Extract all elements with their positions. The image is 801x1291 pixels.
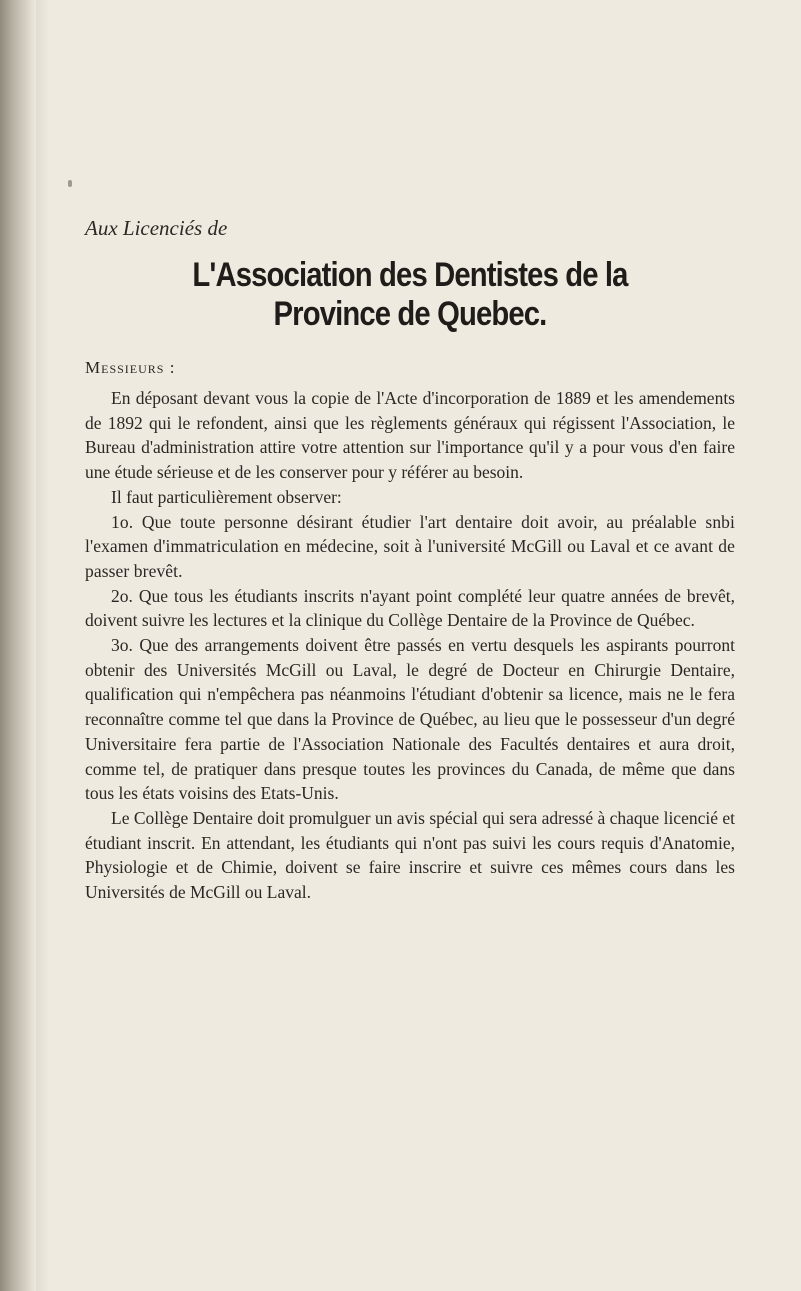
paragraph-observe: Il faut particulièrement observer: xyxy=(111,486,342,507)
dedication-heading: Aux Licenciés de xyxy=(85,216,228,240)
page-binding-edge xyxy=(0,0,36,1291)
paragraph-item-3: 3o. Que des arrangements doivent être passés en vertu desquels les aspirants pourront obtenir des Universités McGill ou Laval, le degré de Docteur en Chirurgie Dentaire, qualification qui n'empêchera pas néanmoins l'étudiant d'obtenir sa licence, mais ne le fera reconnaître comme tel que dans la Province de Québec, au lieu que le possesseur d'un degré Universitaire fera partie de l'Association Nationale des Facultés dentaires et aura droit, comme tel, de pratiquer dans presque toutes les provinces du Canada, de même que dans tous les états voisins des Etats-Unis. xyxy=(85,635,735,804)
document-body xyxy=(85,386,735,905)
paragraph-item-1: 1o. Que toute personne désirant étudier l'art dentaire doit avoir, au préalable snbi l'examen d'immatriculation en médecine, soit à l'université McGill ou Laval et ce avant de passer brevêt. xyxy=(85,511,735,581)
paragraph-intro: En déposant devant vous la copie de l'Acte d'incorporation de 1889 et les amendements de 1892 qui le refondent, ainsi que les règlements généraux qui régissent l'Association, le Bureau d'administration attire votre attention sur l'importance qu'il y a pour vous d'en faire une étude sérieuse et de les conserver pour y référer au besoin. xyxy=(85,388,735,483)
paragraph-item-2: 2o. Que tous les étudiants inscrits n'ayant point complété leur quatre années de brevêt, doivent suivre les lectures et la clinique du Collège Dentaire de la Province de Québec. xyxy=(85,585,735,631)
binding-shadow xyxy=(36,0,50,1291)
salutation: Messieurs : xyxy=(85,358,176,377)
document-page xyxy=(85,0,735,1291)
document-title: L'Association des Dentistes de la Province de Quebec. xyxy=(192,256,628,333)
ink-mark xyxy=(68,180,72,187)
paragraph-college-notice: Le Collège Dentaire doit promulguer un avis spécial qui sera adressé à chaque licencié et étudiant inscrit. En attendant, les étudiants qui n'ont pas suivi les cours requis d'Anatomie, Physiologie et de Chimie, doivent se faire inscrire et suivre ces mêmes cours dans les Universités de McGill ou Laval. xyxy=(85,807,735,903)
